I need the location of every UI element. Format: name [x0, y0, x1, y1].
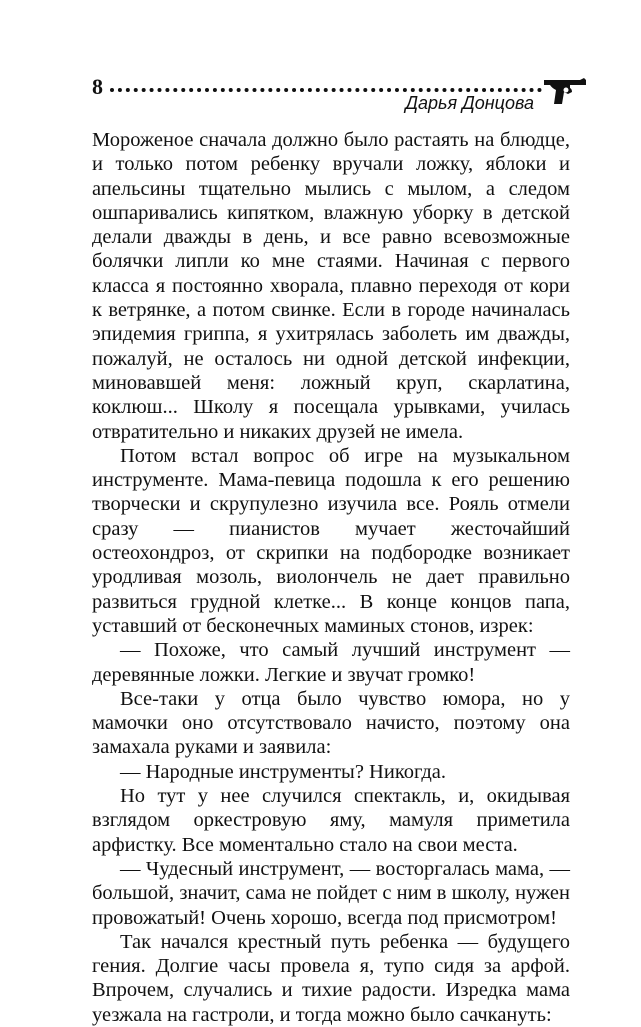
paragraph: — Похоже, что самый лучший инструмент — деревянные ложки. Легкие и звучат громко!	[92, 639, 570, 686]
paragraph: — Чудесный инструмент, — восторгалась мама, — большой, значит, сама не пойдет с ним в школу, нужен провожатый! Очень хорошо, всегда под присмотром!	[92, 857, 570, 929]
revolver-icon	[540, 76, 588, 106]
book-text	[92, 128, 570, 1027]
page-number: 8	[92, 74, 103, 99]
paragraph: Мороженое сначала должно было растаять на блюдце, и только потом ребенку вручали ложку, яблоки и апельсины тщательно мылись с мылом, а следом ошпаривались кипятком, влажную уборку в детской делали дважды в день, и все равно всевозможные болячки липли ко мне стаями. Начиная с первого класса я постоянно хворала, плавно переходя от кори к ветрянке, а потом свинке. Если в городе начиналась эпидемия гриппа, я ухитрялась заболеть им дважды, пожалуй, не осталось ни одной детской инфекции, миновавшей меня: ложный круп, скарлатина, коклюш... Школу я посещала урывками, училась отвратительно и никаких друзей не имела.	[92, 129, 570, 443]
paragraph: — Народные инструменты? Никогда.	[120, 760, 447, 783]
author-name: Дарья Донцова	[405, 93, 534, 113]
running-header	[92, 74, 588, 114]
paragraph: Но тут у нее случился спектакль, и, окидывая взглядом оркестровую яму, мамуля приметила арфистку. Все моментально стало на свои места.	[92, 785, 570, 856]
paragraph: Потом встал вопрос об игре на музыкальном инструменте. Мама-певица подошла к его решению творчески и скрупулезно изучила все. Рояль отмели сразу — пианистов мучает жесточайший остеохондроз, от скрипки на подбородке возникает уродливая мозоль, виолончель не дает правильно развиться грудной клетке... В конце концов папа, уставший от бесконечных маминых стонов, изрек:	[92, 444, 570, 637]
paragraph: Все-таки у отца было чувство юмора, но у мамочки оно отсутствовало начисто, поэтому она замахала руками и заявила:	[92, 687, 570, 759]
paragraph: Так начался крестный путь ребенка — будущего гения. Долгие часы провела я, тупо сидя за арфой. Впрочем, случались и тихие радости. Изредка мама уезжала на гастроли, и тогда можно было сачкануть:	[92, 930, 570, 1026]
